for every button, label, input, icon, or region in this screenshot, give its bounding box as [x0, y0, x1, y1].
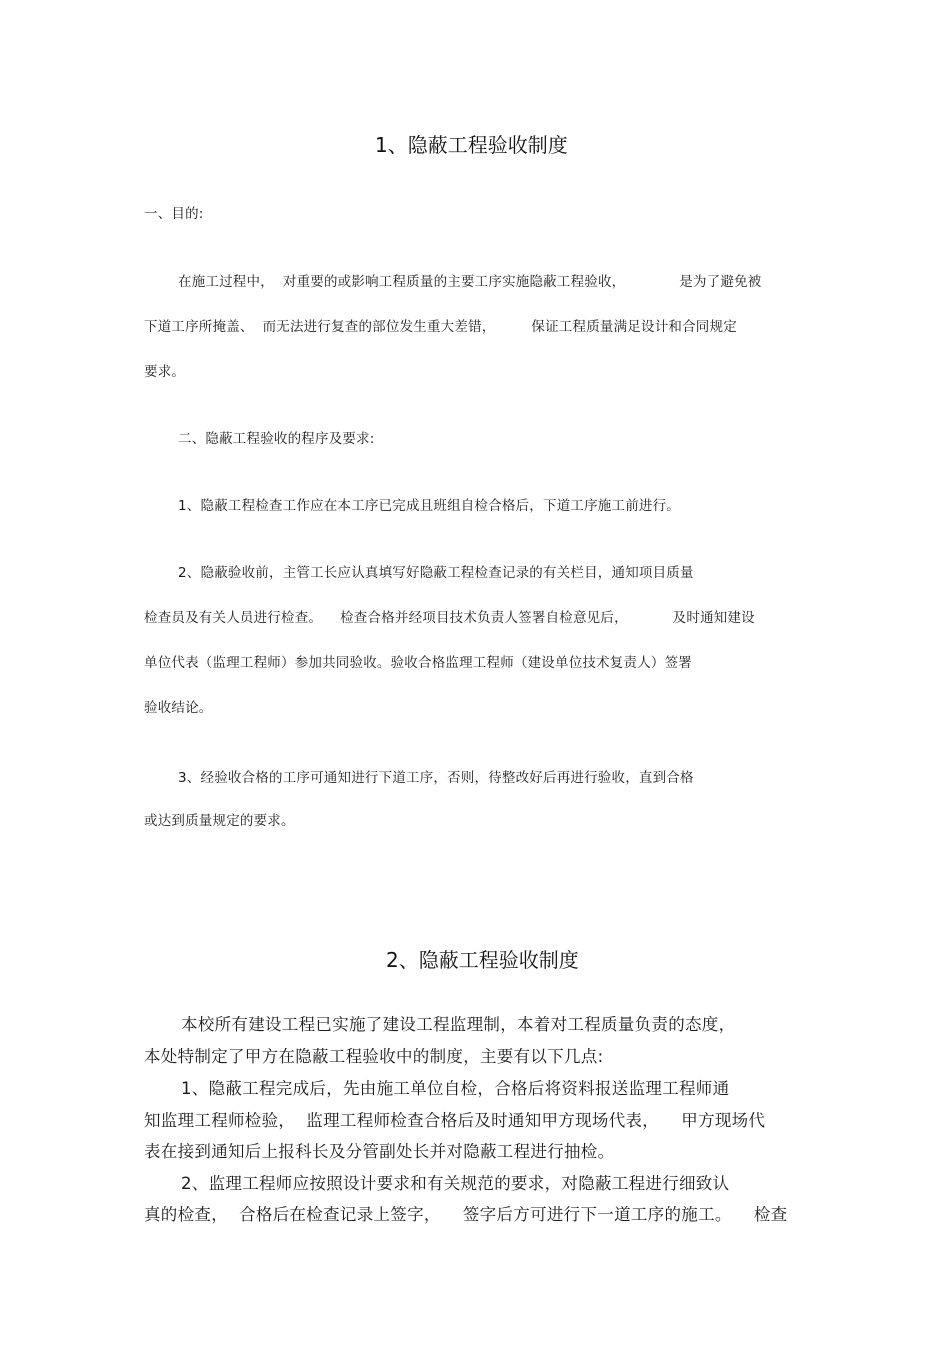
procedure-item-2-line-1: 2、隐蔽验收前，主管工长应认真填写好隐蔽工程检查记录的有关栏目，通知项目质量 — [178, 565, 694, 581]
point-1-line-1: 1、隐蔽工程完成后，先由施工单位自检，合格后将资料报送监理工程师通 — [181, 1079, 730, 1098]
intro-line-1: 本校所有建设工程已实施了建设工程监理制，本着对工程质量负责的态度， — [181, 1015, 736, 1034]
procedure-item-3-line-2: 或达到质量规定的要求。 — [144, 813, 295, 829]
purpose-paragraph-line-3: 要求。 — [144, 364, 186, 380]
purpose-paragraph-line-1: 在施工过程中， 对重要的或影响工程质量的主要工序实施隐蔽工程验收， 是为了避免被 — [178, 274, 762, 290]
procedure-item-1: 1、隐蔽工程检查工作应在本工序已完成且班组自检合格后，下道工序施工前进行。 — [178, 498, 680, 514]
procedure-item-2-line-4: 验收结论。 — [144, 700, 213, 716]
point-2-line-1: 2、监理工程师应按照设计要求和有关规范的要求，对隐蔽工程进行细致认 — [181, 1174, 730, 1193]
procedure-heading: 二、隐蔽工程验收的程序及要求: — [178, 431, 375, 447]
section1-title: 1、隐蔽工程验收制度 — [375, 133, 568, 157]
procedure-item-2-line-3: 单位代表（监理工程师）参加共同验收。验收合格监理工程师（建设单位技术复责人）签署 — [144, 655, 692, 671]
purpose-paragraph-line-2: 下道工序所掩盖、 而无法进行复查的部位发生重大差错， 保证工程质量满足设计和合同规定 — [144, 319, 737, 335]
point-1-line-3: 表在接到通知后上报科长及分管副处长并对隐蔽工程进行抽检。 — [144, 1142, 615, 1161]
procedure-item-2-line-2: 检查员及有关人员进行检查。 检查合格并经项目技术负责人签署自检意见后， 及时通知建设 — [144, 610, 755, 626]
intro-line-2: 本处特制定了甲方在隐蔽工程验收中的制度，主要有以下几点: — [144, 1047, 604, 1066]
point-1-line-2: 知监理工程师检验， 监理工程师检查合格后及时通知甲方现场代表， 甲方现场代 — [144, 1111, 766, 1130]
purpose-heading: 一、目的: — [144, 206, 204, 222]
point-2-line-2: 真的检查， 合格后在检查记录上签字， 签字后方可进行下一道工序的施工。 检查 — [144, 1205, 788, 1224]
section2-title: 2、隐蔽工程验收制度 — [386, 948, 579, 972]
procedure-item-3-line-1: 3、经验收合格的工序可通知进行下道工序，否则，待整改好后再进行验收，直到合格 — [178, 770, 694, 786]
